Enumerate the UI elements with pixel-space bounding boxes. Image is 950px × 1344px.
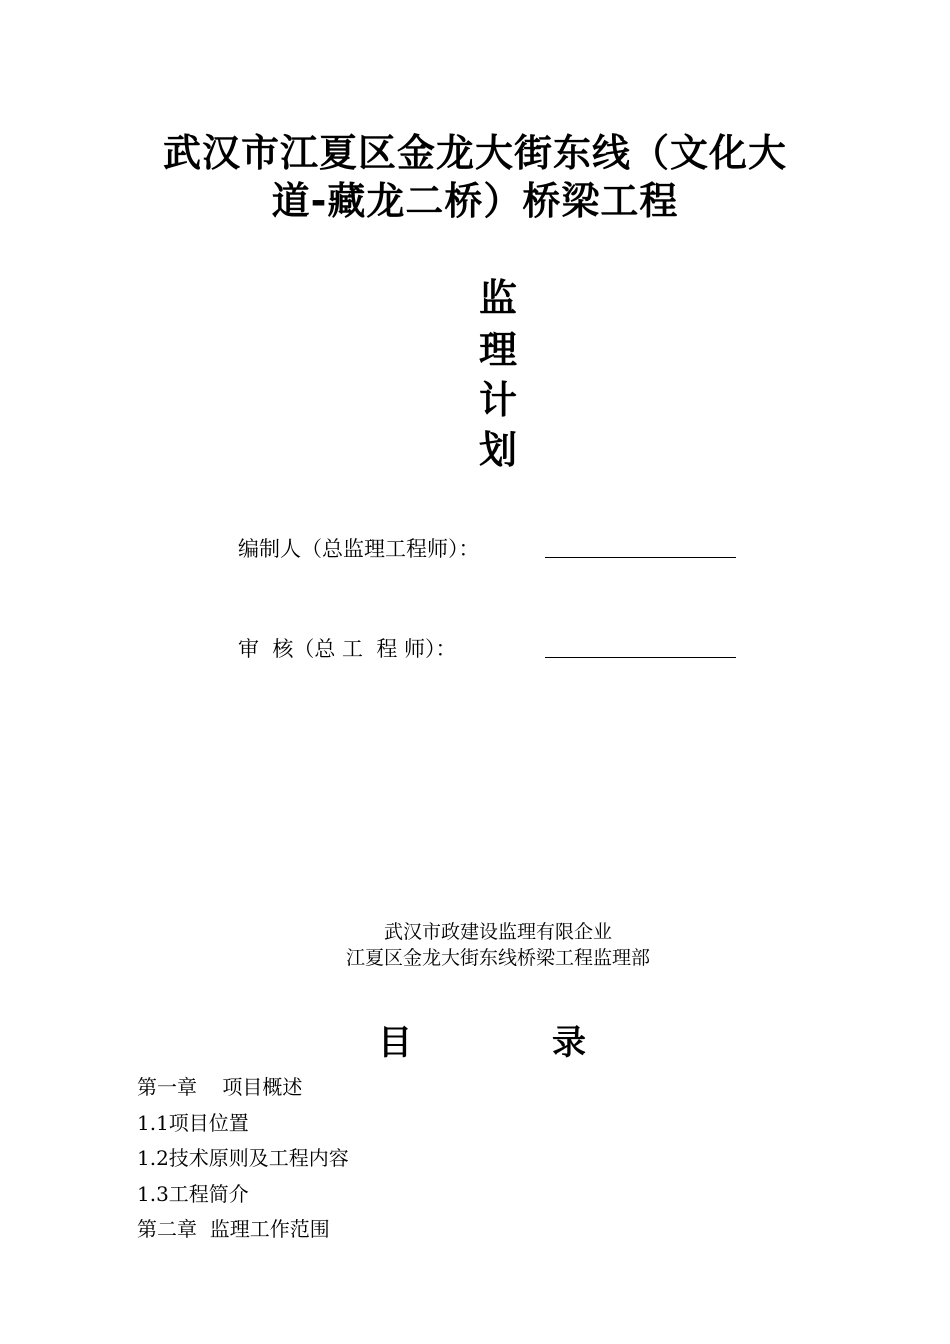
doc-type-char: 监 bbox=[478, 276, 517, 320]
reviewer-label: 审 核（总 工 程 师）： bbox=[238, 637, 457, 661]
doc-type-char: 理 bbox=[478, 328, 517, 372]
toc-heading-left: 目 bbox=[378, 1023, 412, 1063]
toc-item: 1.3工程简介 bbox=[137, 1182, 249, 1206]
title-line-1: 武汉市江夏区金龙大街东线（文化大 bbox=[162, 131, 787, 175]
doc-type-char: 计 bbox=[478, 378, 517, 422]
doc-type-char: 划 bbox=[478, 428, 517, 472]
organization-name: 武汉市政建设监理有限企业 bbox=[383, 921, 612, 943]
toc-heading-right: 录 bbox=[552, 1023, 586, 1063]
toc-heading bbox=[0, 1020, 950, 1066]
title-line-2: 道-藏龙二桥）桥梁工程 bbox=[271, 179, 679, 223]
compiler-signature-line bbox=[545, 557, 736, 558]
toc-item: 1.2技术原则及工程内容 bbox=[137, 1146, 349, 1170]
toc-item: 第二章 监理工作范围 bbox=[137, 1217, 330, 1241]
organization-department: 江夏区金龙大街东线桥梁工程监理部 bbox=[345, 947, 650, 969]
reviewer-signature-line bbox=[545, 657, 736, 658]
compiler-label: 编制人（总监理工程师）： bbox=[238, 537, 480, 561]
toc-item: 1.1项目位置 bbox=[137, 1111, 249, 1135]
toc-item: 第一章 项目概述 bbox=[137, 1075, 303, 1099]
